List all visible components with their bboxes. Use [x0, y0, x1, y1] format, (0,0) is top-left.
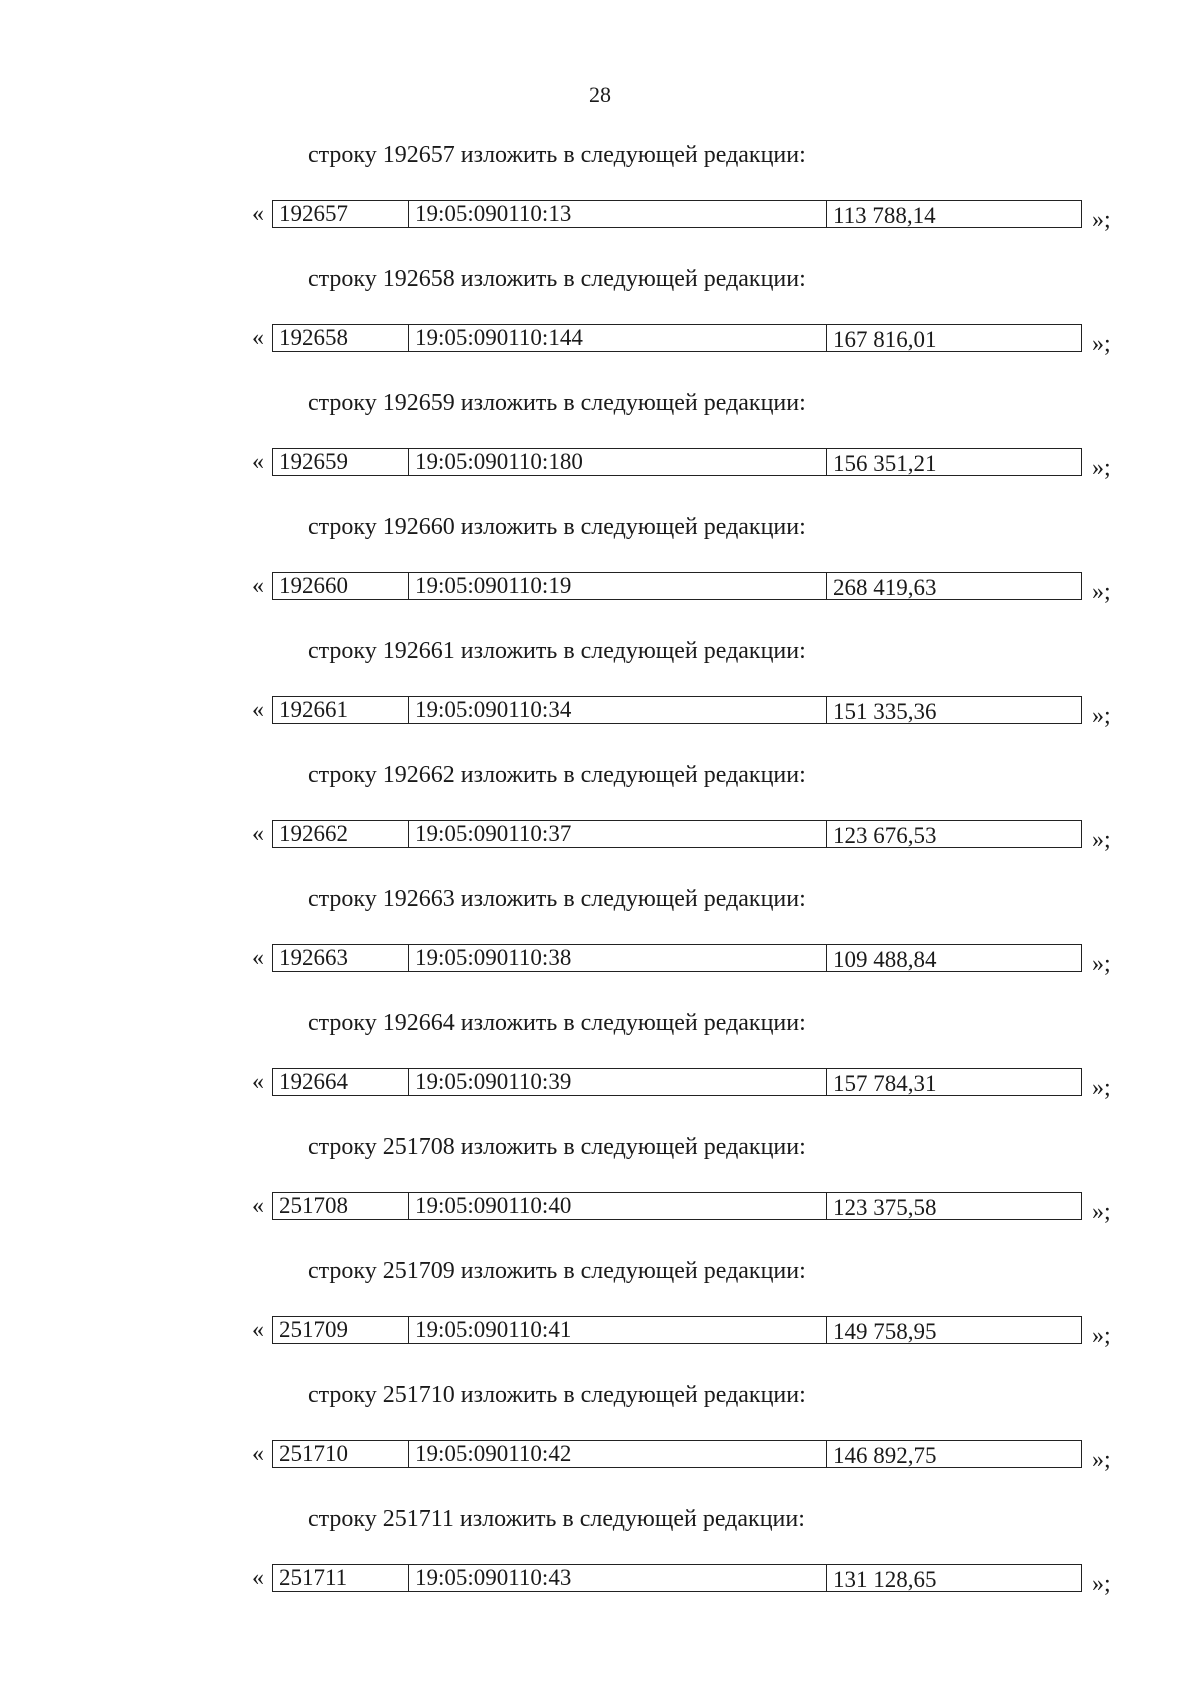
amendment-entry: [0, 1134, 1200, 1258]
row-table: [272, 820, 1082, 848]
row-table: [272, 1316, 1082, 1344]
cadastral-number-cell: 19:05:090110:40: [409, 1193, 827, 1219]
row-number-cell: 251709: [273, 1317, 409, 1343]
table-row: [252, 696, 1111, 729]
cadastral-value-cell: 123 375,58: [833, 1195, 937, 1220]
closing-quote: »;: [1092, 1447, 1111, 1473]
amendment-entry: [0, 638, 1200, 762]
row-number-cell: 251710: [273, 1441, 409, 1467]
closing-quote: »;: [1092, 207, 1111, 233]
cadastral-value-cell: 123 676,53: [833, 823, 937, 848]
empty-cell: [1067, 1193, 1083, 1219]
closing-quote: »;: [1092, 1199, 1111, 1225]
cadastral-number-cell: 19:05:090110:37: [409, 821, 827, 847]
cadastral-number-cell: 19:05:090110:43: [409, 1565, 827, 1591]
amendment-entry: [0, 1382, 1200, 1506]
empty-cell: [1067, 697, 1083, 723]
amendment-entry: [0, 1258, 1200, 1382]
empty-cell: [1067, 821, 1083, 847]
closing-quote: »;: [1092, 951, 1111, 977]
empty-cell: [1067, 325, 1083, 351]
table-row: [252, 324, 1111, 357]
row-table: [272, 572, 1082, 600]
amendment-instruction: строку 192658 изложить в следующей редакции:: [308, 266, 806, 292]
empty-cell: [1067, 1441, 1083, 1467]
table-row: [252, 1440, 1111, 1473]
closing-quote: »;: [1092, 1571, 1111, 1597]
row-number-cell: 192664: [273, 1069, 409, 1095]
cadastral-value-cell: 268 419,63: [833, 575, 937, 600]
closing-quote: »;: [1092, 579, 1111, 605]
cadastral-value-cell: 156 351,21: [833, 451, 937, 476]
amendment-entry: [0, 390, 1200, 514]
amendment-instruction: строку 251710 изложить в следующей редакции:: [308, 1382, 806, 1408]
opening-quote: «: [252, 821, 264, 847]
table-row: [252, 572, 1111, 605]
amendment-instruction: строку 251709 изложить в следующей редакции:: [308, 1258, 806, 1284]
row-number-cell: 192661: [273, 697, 409, 723]
opening-quote: «: [252, 573, 264, 599]
opening-quote: «: [252, 449, 264, 475]
amendment-entry: [0, 266, 1200, 390]
row-number-cell: 192657: [273, 201, 409, 227]
cadastral-value-cell: 131 128,65: [833, 1567, 937, 1592]
row-number-cell: 192660: [273, 573, 409, 599]
empty-cell: [1067, 1317, 1083, 1343]
row-table: [272, 200, 1082, 228]
table-row: [252, 448, 1111, 481]
empty-cell: [1067, 1069, 1083, 1095]
row-number-cell: 192662: [273, 821, 409, 847]
cadastral-value-cell: 149 758,95: [833, 1319, 937, 1344]
amendment-instruction: строку 192660 изложить в следующей редакции:: [308, 514, 806, 540]
empty-cell: [1067, 1565, 1083, 1591]
table-row: [252, 1316, 1111, 1349]
cadastral-value-cell: 167 816,01: [833, 327, 937, 352]
cadastral-value-cell: 157 784,31: [833, 1071, 937, 1096]
cadastral-number-cell: 19:05:090110:42: [409, 1441, 827, 1467]
table-row: [252, 200, 1111, 233]
row-number-cell: 251708: [273, 1193, 409, 1219]
cadastral-number-cell: 19:05:090110:39: [409, 1069, 827, 1095]
row-table: [272, 448, 1082, 476]
table-row: [252, 944, 1111, 977]
amendment-entry: [0, 142, 1200, 266]
opening-quote: «: [252, 1441, 264, 1467]
closing-quote: »;: [1092, 827, 1111, 853]
amendment-entry: [0, 514, 1200, 638]
page-number: 28: [589, 82, 611, 107]
row-number-cell: 251711: [273, 1565, 409, 1591]
opening-quote: «: [252, 1565, 264, 1591]
row-table: [272, 1192, 1082, 1220]
amendment-instruction: строку 251711 изложить в следующей редакции:: [308, 1506, 805, 1532]
row-number-cell: 192663: [273, 945, 409, 971]
amendment-entry: [0, 1506, 1200, 1630]
opening-quote: «: [252, 1317, 264, 1343]
closing-quote: »;: [1092, 1323, 1111, 1349]
opening-quote: «: [252, 325, 264, 351]
empty-cell: [1067, 573, 1083, 599]
opening-quote: «: [252, 945, 264, 971]
table-row: [252, 1564, 1111, 1597]
amendment-entry: [0, 886, 1200, 1010]
empty-cell: [1067, 201, 1083, 227]
row-table: [272, 944, 1082, 972]
cadastral-number-cell: 19:05:090110:180: [409, 449, 827, 475]
cadastral-value-cell: 109 488,84: [833, 947, 937, 972]
cadastral-value-cell: 113 788,14: [833, 203, 936, 228]
cadastral-number-cell: 19:05:090110:13: [409, 201, 827, 227]
row-table: [272, 324, 1082, 352]
opening-quote: «: [252, 1069, 264, 1095]
cadastral-number-cell: 19:05:090110:144: [409, 325, 827, 351]
opening-quote: «: [252, 1193, 264, 1219]
amendment-instruction: строку 192657 изложить в следующей редакции:: [308, 142, 806, 168]
amendment-instruction: строку 192659 изложить в следующей редакции:: [308, 390, 806, 416]
amendment-entry: [0, 1010, 1200, 1134]
amendment-instruction: строку 192661 изложить в следующей редакции:: [308, 638, 806, 664]
amendment-entry: [0, 762, 1200, 886]
cadastral-number-cell: 19:05:090110:34: [409, 697, 827, 723]
row-number-cell: 192658: [273, 325, 409, 351]
amendment-instruction: строку 192663 изложить в следующей редакции:: [308, 886, 806, 912]
opening-quote: «: [252, 201, 264, 227]
row-table: [272, 696, 1082, 724]
opening-quote: «: [252, 697, 264, 723]
table-row: [252, 1068, 1111, 1101]
cadastral-number-cell: 19:05:090110:38: [409, 945, 827, 971]
closing-quote: »;: [1092, 455, 1111, 481]
empty-cell: [1067, 449, 1083, 475]
empty-cell: [1067, 945, 1083, 971]
amendment-instruction: строку 192664 изложить в следующей редакции:: [308, 1010, 806, 1036]
closing-quote: »;: [1092, 331, 1111, 357]
amendment-list: [0, 142, 1200, 1630]
amendment-instruction: строку 251708 изложить в следующей редакции:: [308, 1134, 806, 1160]
cadastral-number-cell: 19:05:090110:19: [409, 573, 827, 599]
row-table: [272, 1440, 1082, 1468]
cadastral-value-cell: 151 335,36: [833, 699, 937, 724]
cadastral-number-cell: 19:05:090110:41: [409, 1317, 827, 1343]
table-row: [252, 1192, 1111, 1225]
closing-quote: »;: [1092, 703, 1111, 729]
cadastral-value-cell: 146 892,75: [833, 1443, 937, 1468]
row-number-cell: 192659: [273, 449, 409, 475]
row-table: [272, 1564, 1082, 1592]
closing-quote: »;: [1092, 1075, 1111, 1101]
table-row: [252, 820, 1111, 853]
row-table: [272, 1068, 1082, 1096]
amendment-instruction: строку 192662 изложить в следующей редакции:: [308, 762, 806, 788]
